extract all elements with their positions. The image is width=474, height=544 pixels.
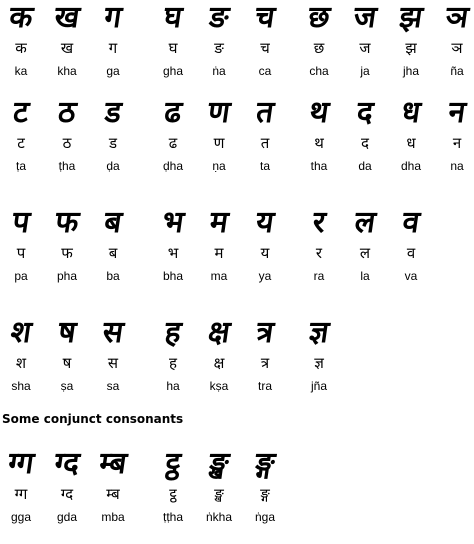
tibetan-style-glyph: ड <box>102 95 124 130</box>
letter-cell <box>436 0 474 98</box>
transliteration: da <box>358 159 372 173</box>
letter-cell <box>198 315 240 413</box>
letter-cell <box>344 205 386 303</box>
tibetan-style-glyph: न <box>446 95 468 130</box>
devanagari-letter: ट <box>17 134 25 152</box>
devanagari-letter: च <box>260 39 270 57</box>
tibetan-style-glyph: ण <box>205 95 233 130</box>
letter-cell <box>152 446 194 544</box>
letter-cell <box>298 205 340 303</box>
devanagari-letter: ट्ठ <box>169 485 177 503</box>
tibetan-style-glyph: क <box>7 0 36 35</box>
tibetan-style-glyph: ङ्ख <box>207 446 232 481</box>
letter-cell <box>152 205 194 303</box>
devanagari-letter: प <box>16 244 26 262</box>
transliteration: kṣa <box>209 379 229 393</box>
letter-cell <box>0 0 42 98</box>
transliteration: la <box>360 269 370 283</box>
letter-cell <box>436 95 474 193</box>
letter-cell <box>152 0 194 98</box>
consonant-row-2 <box>0 95 474 193</box>
letter-cell <box>198 446 240 544</box>
tibetan-style-glyph: य <box>253 205 277 240</box>
devanagari-letter: त्र <box>260 354 270 372</box>
tibetan-style-glyph: ङ्ग <box>253 446 278 481</box>
devanagari-letter: न <box>452 134 462 152</box>
tibetan-style-glyph: र <box>310 205 328 240</box>
transliteration: ṭṭha <box>162 510 183 524</box>
devanagari-letter: त <box>260 134 270 152</box>
letter-cell <box>0 446 42 544</box>
transliteration: gga <box>10 510 32 524</box>
devanagari-letter: ठ <box>62 134 72 152</box>
conjunct-row <box>0 446 474 544</box>
tibetan-style-glyph: ष <box>55 315 79 350</box>
transliteration: ṅga <box>254 510 276 524</box>
transliteration: ga <box>106 64 120 78</box>
letter-cell <box>390 95 432 193</box>
tibetan-style-glyph: ल <box>352 205 378 240</box>
transliteration: ba <box>106 269 120 283</box>
devanagari-letter: ष <box>62 354 72 372</box>
tibetan-style-glyph: ह <box>162 315 184 350</box>
letter-cell <box>298 315 340 413</box>
tibetan-style-glyph: ङ <box>207 0 232 35</box>
tibetan-style-glyph: ब <box>102 205 125 240</box>
letter-cell <box>298 95 340 193</box>
transliteration: ña <box>450 64 464 78</box>
consonant-row-3 <box>0 205 474 303</box>
devanagari-letter: क <box>15 39 27 57</box>
tibetan-style-glyph: म्ब <box>97 446 129 481</box>
letter-cell <box>92 0 134 98</box>
tibetan-style-glyph: ध <box>399 95 423 130</box>
tibetan-style-glyph: ग्ग <box>5 446 37 481</box>
devanagari-letter: ग्द <box>60 485 74 503</box>
transliteration: na <box>450 159 464 173</box>
letter-cell <box>0 315 42 413</box>
letter-cell <box>298 0 340 98</box>
tibetan-style-glyph: झ <box>397 0 425 35</box>
devanagari-letter: ढ <box>168 134 178 152</box>
transliteration: ṅkha <box>205 510 233 524</box>
transliteration: sha <box>11 379 31 393</box>
letter-cell <box>152 95 194 193</box>
devanagari-letter: द <box>361 134 369 152</box>
letter-cell <box>244 446 286 544</box>
letter-cell <box>244 0 286 98</box>
tibetan-style-glyph: ट <box>11 95 32 130</box>
tibetan-style-glyph: ख <box>52 0 82 35</box>
letter-cell <box>46 95 88 193</box>
transliteration: ṭha <box>58 159 76 173</box>
transliteration: ṭa <box>15 159 26 173</box>
transliteration: jña <box>310 379 327 393</box>
letter-cell <box>46 315 88 413</box>
letter-cell <box>390 205 432 303</box>
letter-cell <box>46 0 88 98</box>
transliteration: ra <box>313 269 325 283</box>
transliteration: ma <box>210 269 228 283</box>
transliteration: kha <box>57 64 77 78</box>
transliteration: gha <box>162 64 184 78</box>
devanagari-letter: ज्ञ <box>314 354 324 372</box>
tibetan-style-glyph: च <box>253 0 278 35</box>
transliteration: mba <box>101 510 125 524</box>
transliteration: pha <box>56 269 78 283</box>
transliteration: dha <box>400 159 422 173</box>
letter-cell <box>344 95 386 193</box>
letter-cell <box>92 446 134 544</box>
tibetan-style-glyph: क्ष <box>205 315 233 350</box>
letter-cell <box>0 205 42 303</box>
devanagari-letter: फ <box>61 244 73 262</box>
letter-cell <box>244 95 286 193</box>
tibetan-style-glyph: फ <box>53 205 82 240</box>
letter-cell <box>92 95 134 193</box>
transliteration: ṅa <box>212 64 226 78</box>
devanagari-letter: ह <box>169 354 177 372</box>
letter-cell <box>198 0 240 98</box>
transliteration: ja <box>360 64 370 78</box>
letter-cell <box>244 315 286 413</box>
tibetan-style-glyph: श <box>8 315 34 350</box>
devanagari-letter: स <box>107 354 119 372</box>
letter-cell <box>46 446 88 544</box>
tibetan-style-glyph: ठ <box>55 95 79 130</box>
transliteration: ṣa <box>60 379 74 393</box>
transliteration: ḍha <box>162 159 184 173</box>
letter-cell <box>46 205 88 303</box>
transliteration: ṇa <box>212 159 226 173</box>
letter-cell <box>344 0 386 98</box>
tibetan-style-glyph: ज <box>351 0 379 35</box>
tibetan-style-glyph: ढ <box>162 95 184 130</box>
transliteration: pa <box>14 269 28 283</box>
letter-cell <box>92 315 134 413</box>
tibetan-style-glyph: घ <box>161 0 185 35</box>
devanagari-letter: क्ष <box>213 354 225 372</box>
tibetan-style-glyph: ञ <box>443 0 471 35</box>
transliteration: gda <box>56 510 78 524</box>
transliteration: tha <box>310 159 328 173</box>
tibetan-style-glyph: त्र <box>254 315 276 350</box>
devanagari-letter: म्ब <box>106 485 120 503</box>
tibetan-style-glyph: ट्ठ <box>163 446 183 481</box>
tibetan-style-glyph: छ <box>306 0 333 35</box>
tibetan-style-glyph: थ <box>307 95 332 130</box>
transliteration: ya <box>258 269 272 283</box>
transliteration: ka <box>14 64 28 78</box>
devanagari-letter: भ <box>167 244 179 262</box>
devanagari-letter: ध <box>406 134 416 152</box>
devanagari-letter: ङ्ख <box>214 485 224 503</box>
devanagari-letter: ख <box>60 39 74 57</box>
devanagari-letter: ड <box>108 134 118 152</box>
tibetan-style-glyph: द <box>354 95 376 130</box>
tibetan-style-glyph: म <box>207 205 231 240</box>
devanagari-letter: ङ <box>214 39 224 57</box>
letter-cell <box>92 205 134 303</box>
transliteration: sa <box>106 379 120 393</box>
devanagari-letter: ञ <box>451 39 463 57</box>
devanagari-letter: य <box>260 244 270 262</box>
devanagari-letter: ब <box>108 244 118 262</box>
transliteration: ca <box>258 64 272 78</box>
tibetan-style-glyph: ज्ञ <box>306 315 332 350</box>
letter-cell <box>198 95 240 193</box>
tibetan-style-glyph: प <box>10 205 33 240</box>
devanagari-letter: छ <box>313 39 325 57</box>
tibetan-style-glyph: स <box>100 315 126 350</box>
consonant-row-4 <box>0 315 474 413</box>
tibetan-style-glyph: त <box>254 95 277 130</box>
conjuncts-heading: Some conjunct consonants <box>2 412 184 426</box>
tibetan-style-glyph: व <box>400 205 422 240</box>
devanagari-letter: ज <box>359 39 371 57</box>
letter-cell <box>244 205 286 303</box>
letter-cell <box>198 205 240 303</box>
devanagari-letter: ण <box>213 134 225 152</box>
devanagari-letter: ग्ग <box>14 485 28 503</box>
letter-cell <box>390 0 432 98</box>
devanagari-letter: व <box>406 244 416 262</box>
transliteration: cha <box>309 64 329 78</box>
tibetan-style-glyph: ग्द <box>52 446 82 481</box>
devanagari-letter: ग <box>108 39 118 57</box>
devanagari-letter: ल <box>359 244 371 262</box>
devanagari-letter: ङ्ग <box>260 485 270 503</box>
letter-cell <box>0 95 42 193</box>
transliteration: ḍa <box>106 159 120 173</box>
transliteration: ha <box>166 379 180 393</box>
tibetan-style-glyph: भ <box>160 205 187 240</box>
transliteration: ta <box>259 159 270 173</box>
devanagari-letter: झ <box>405 39 417 57</box>
transliteration: tra <box>257 379 272 393</box>
tibetan-style-glyph: ग <box>102 0 124 35</box>
devanagari-letter: र <box>315 244 323 262</box>
devanagari-letter: थ <box>314 134 324 152</box>
transliteration: va <box>404 269 418 283</box>
transliteration: jha <box>402 64 419 78</box>
devanagari-letter: श <box>15 354 27 372</box>
consonant-row-1 <box>0 0 474 98</box>
devanagari-letter: घ <box>168 39 178 57</box>
letter-cell <box>152 315 194 413</box>
transliteration: bha <box>162 269 184 283</box>
devanagari-letter: म <box>214 244 224 262</box>
